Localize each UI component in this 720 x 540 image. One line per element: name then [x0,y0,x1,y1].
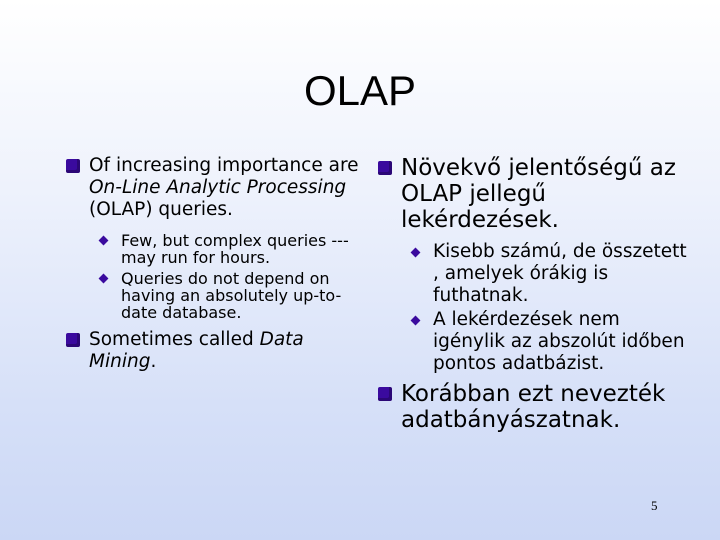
sub-bullet-text: A lekérdezések nem igénylik az abszolút időben pontos adatbázist. [433,309,685,374]
bullet-text: Növekvő jelentőségű az OLAP jellegű lekérdezések. [401,155,676,233]
bullet-text: Sometimes called [89,329,260,350]
square-bullet-icon [378,387,392,401]
bullet-text: Korábban ezt nevezték adatbányászatnak. [401,381,666,433]
diamond-bullet-icon [99,274,109,284]
square-bullet-icon [66,159,80,173]
square-bullet-icon [378,161,392,175]
english-column [66,155,366,373]
bullet-olap-novekvo [378,155,688,233]
hungarian-column [378,155,688,433]
sub-bullet-lekerdezesek [378,309,688,375]
square-bullet-icon [66,333,80,347]
bullet-emphasis: On-Line Analytic Processing [89,177,347,198]
bullet-data-mining [66,329,366,373]
diamond-bullet-icon [411,248,421,258]
slide-title: OLAP [303,67,417,114]
bullet-text-end: . [150,351,157,372]
diamond-bullet-icon [99,236,109,246]
bullet-adatbanyaszat [378,381,688,433]
sub-bullet-text: Queries do not depend on having an absolutely up-to-date database. [121,269,342,322]
sub-bullet-text: Kisebb számú, de összetett , amelyek órákig is futhatnak. [433,241,687,306]
bullet-text-end: (OLAP) queries. [89,199,233,220]
sub-bullet-up-to-date [66,270,366,321]
sub-bullet-few-complex [66,232,366,266]
bullet-olap-importance [66,155,366,221]
diamond-bullet-icon [411,316,421,326]
bullet-emphasis: Data Mining [89,329,304,372]
sub-bullet-text: Few, but complex queries --- may run for hours. [121,231,349,267]
page-number: 5 [651,498,658,513]
sub-bullet-kisebb-szamu [378,241,688,307]
bullet-text: Of increasing importance are [89,155,359,176]
